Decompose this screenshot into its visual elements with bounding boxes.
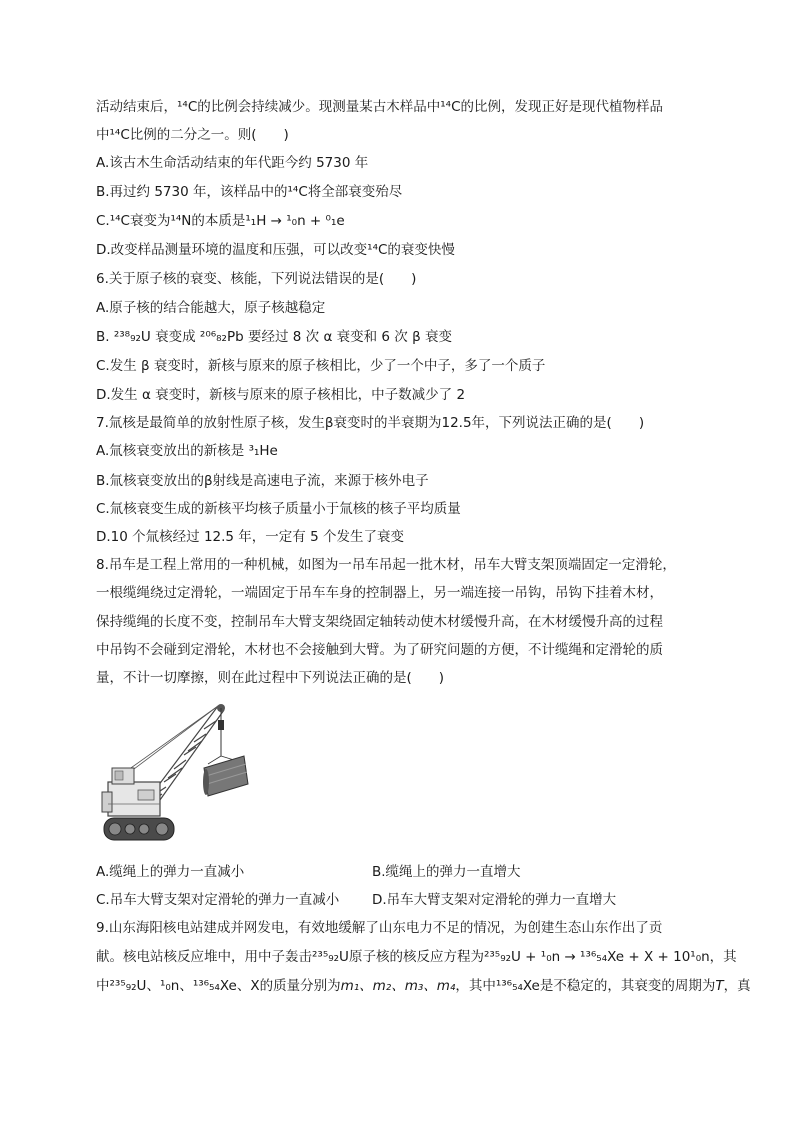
- q8-option-c: C.吊车大臂支架对定滑轮的弹力一直减小: [96, 892, 340, 908]
- q8-line4: 中吊钩不会碰到定滑轮，木材也不会接触到大臂。为了研究问题的方便，不计缆绳和定滑轮的质: [96, 642, 663, 658]
- q9-line2-e: ，其: [709, 949, 737, 965]
- q9-line2: [96, 947, 737, 967]
- q9-line3: [96, 976, 751, 996]
- q6-option-b-lead: ²⁰⁶₈₂Pb: [199, 329, 244, 345]
- crane-illustration: [98, 698, 260, 848]
- q7-stem: 7.氚核是最简单的放射性原子核，发生β衰变时的半衰期为12.5年，下列说法正确的是( ): [96, 415, 645, 431]
- q8-option-b: B.缆绳上的弹力一直增大: [372, 864, 521, 880]
- q9-reaction-equation: ²³⁵₉₂U + ¹₀n → ¹³⁶₅₄Xe + X + 10¹₀n: [483, 949, 710, 965]
- q9-line3-a: 中: [96, 978, 110, 994]
- q9-line3-i: ，真: [723, 978, 751, 994]
- q5-line2: 中¹⁴C比例的二分之一。则( ): [96, 127, 289, 143]
- q9-line2-a: 献。核电站核反应堆中，用中子轰击: [96, 949, 312, 965]
- q8-option-d: D.吊车大臂支架对定滑轮的弹力一直增大: [372, 892, 617, 908]
- q5-option-a: A.该古木生命活动结束的年代距今约 5730 年: [96, 155, 369, 171]
- q5-option-c: [96, 211, 345, 231]
- q9-line3-period: T: [715, 978, 724, 994]
- q6-option-b-prefix: B.: [96, 329, 114, 345]
- q7-option-d: D.10 个氚核经过 12.5 年，一定有 5 个发生了衰变: [96, 529, 404, 545]
- q9-line3-xenon: ¹³⁶₅₄Xe: [495, 978, 540, 994]
- q5-option-b: B.再过约 5730 年，该样品中的¹⁴C将全部衰变殆尽: [96, 184, 403, 200]
- q7-option-c: C.氚核衰变生成的新核平均核子质量小于氚核的核子平均质量: [96, 501, 461, 517]
- q8-option-a: A.缆绳上的弹力一直减小: [96, 864, 245, 880]
- q5-line1: 活动结束后，¹⁴C的比例会持续减少。现测量某古木样品中¹⁴C的比例，发现正好是现代植物样品: [96, 99, 663, 115]
- q8-line2: 一根缆绳绕过定滑轮，一端固定于吊车车身的控制器上，另一端连接一吊钩，吊钩下挂着木材，: [96, 585, 663, 601]
- q8-line5: 量，不计一切摩擦，则在此过程中下列说法正确的是( ): [96, 670, 445, 686]
- q6-stem: 6.关于原子核的衰变、核能，下列说法错误的是( ): [96, 271, 417, 287]
- q7-option-b: B.氚核衰变放出的β射线是高速电子流，来源于核外电子: [96, 473, 429, 489]
- q5-option-c-formula: ¹₁H → ¹₀n + ⁰₁e: [245, 213, 345, 229]
- q9-line2-c: 原子核的核反应方程为: [348, 949, 484, 965]
- q9-line3-masses: m₁、m₂、m₃、m₄: [340, 978, 456, 994]
- q5-option-d: D.改变样品测量环境的温度和压强，可以改变¹⁴C的衰变快慢: [96, 242, 455, 258]
- q8-line3: 保持缆绳的长度不变，控制吊车大臂支架绕固定轴转动使木材缓慢升高，在木材缓慢升高的过程: [96, 614, 663, 630]
- q9-line3-c: 、X的质量分别为: [236, 978, 341, 994]
- q6-option-b-suffix: 要经过 8 次 α 衰变和 6 次 β 衰变: [243, 329, 453, 345]
- q7-option-a: A.氚核衰变放出的新核是 ³₁He: [96, 443, 278, 459]
- q6-option-b-uranium: ²³⁸₉₂U: [113, 329, 151, 345]
- q6-option-a: A.原子核的结合能越大，原子核越稳定: [96, 300, 326, 316]
- q9-line3-nuclides: ²³⁵₉₂U、¹₀n、¹³⁶₅₄Xe: [109, 978, 237, 994]
- q5-option-c-text: C.¹⁴C衰变为¹⁴N的本质是: [96, 213, 246, 229]
- crawler-tracks: [104, 818, 174, 840]
- q6-option-b: [96, 327, 452, 347]
- q6-option-c: C.发生 β 衰变时，新核与原来的原子核相比，少了一个中子，多了一个质子: [96, 358, 546, 374]
- q9-line3-e: ，其中: [455, 978, 496, 994]
- q9-line2-uranium: ²³⁵₉₂U: [312, 949, 349, 965]
- q9-line3-g: 是不稳定的，其衰变的周期为: [539, 978, 716, 994]
- q8-line1: 8.吊车是工程上常用的一种机械，如图为一吊车吊起一批木材，吊车大臂支架顶端固定一定滑轮，: [96, 557, 676, 573]
- q6-option-b-mid: 衰变成: [150, 329, 200, 345]
- q6-option-d: D.发生 α 衰变时，新核与原来的原子核相比，中子数减少了 2: [96, 387, 466, 403]
- q9-line1: 9.山东海阳核电站建成并网发电，有效地缓解了山东电力不足的情况，为创建生态山东作出了贡: [96, 920, 663, 936]
